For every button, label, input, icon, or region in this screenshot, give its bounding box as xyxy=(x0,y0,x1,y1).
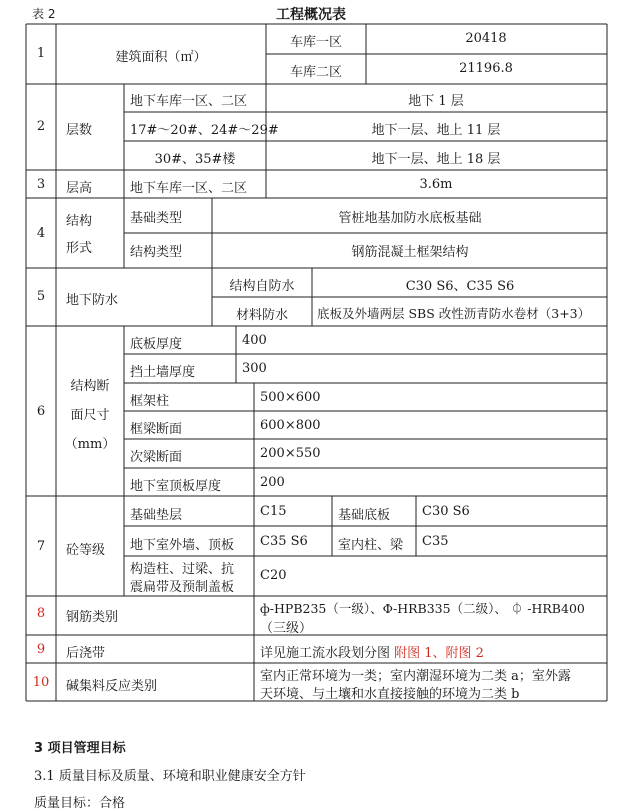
quality-goal: 质量目标：合格 xyxy=(34,796,126,811)
cell-name: 结构类型 xyxy=(130,245,183,260)
cell-name: 地下室顶板厚度 xyxy=(130,479,222,494)
cell-value: 管桩地基加防水底板基础 xyxy=(338,211,482,226)
row-number: 6 xyxy=(36,404,46,419)
row-number: 3 xyxy=(36,177,46,192)
row-label: 碱集料反应类别 xyxy=(66,679,158,694)
cell-name: 基础垫层 xyxy=(130,508,183,523)
cell-value: C15 xyxy=(260,504,287,519)
row-number: 8 xyxy=(36,606,46,621)
cell-value: 地下一层、地上 11 层 xyxy=(371,123,501,138)
cell-value: C20 xyxy=(260,568,287,583)
cell-value: 室内正常环境为一类；室内潮湿环境为二类 a；室外露 xyxy=(260,669,571,684)
row-number: 10 xyxy=(32,675,50,690)
row-number: 1 xyxy=(36,46,46,61)
cell-value: （三级） xyxy=(260,621,313,636)
cell-value: C35 S6 xyxy=(260,534,308,549)
row-label: 建筑面积（㎡） xyxy=(115,50,207,65)
section-subheading: 3.1 质量目标及质量、环境和职业健康安全方针 xyxy=(34,769,306,784)
cell-value: C30 S6 xyxy=(422,504,470,519)
cell-value-text: 详见施工流水段划分图 xyxy=(260,646,395,661)
table-label: 表 2 xyxy=(32,7,56,21)
row-label: 结构断 xyxy=(70,379,110,394)
cell-value: 地下 1 层 xyxy=(408,94,464,109)
cell-name: 室内柱、梁 xyxy=(338,538,404,553)
row-label: 钢筋类别 xyxy=(66,610,119,625)
cell-value xyxy=(260,642,484,661)
cell-value: 400 xyxy=(242,333,267,348)
cell-name: 基础类型 xyxy=(130,211,183,226)
row-label: 层高 xyxy=(66,181,93,196)
row-label: 面尺寸 xyxy=(70,408,110,423)
row-label: 形式 xyxy=(66,241,93,256)
figure-link[interactable]: 附图 1、附图 2 xyxy=(394,646,484,661)
row-number: 9 xyxy=(36,642,46,657)
cell-value: 地下一层、地上 18 层 xyxy=(371,152,501,167)
cell-value: 200 xyxy=(260,475,285,490)
cell-name: 震扁带及预制盖板 xyxy=(130,580,235,595)
row-label: 地下防水 xyxy=(66,293,119,308)
row-number: 5 xyxy=(36,289,46,304)
cell-value: 天环境、与土壤和水直接接触的环境为二类 b xyxy=(260,687,520,702)
cell-name: 地下车库一区、二区 xyxy=(130,94,248,109)
cell-value: 3.6m xyxy=(419,177,453,192)
cell-name: 17#～20#、24#～29# xyxy=(130,123,279,138)
cell-value: 钢筋混凝土框架结构 xyxy=(351,245,469,260)
section-heading: 3 项目管理目标 xyxy=(34,741,126,756)
cell-value: C35 xyxy=(422,534,449,549)
table-title: 工程概况表 xyxy=(276,7,346,23)
row-label: 后浇带 xyxy=(66,646,106,661)
cell-name: 基础底板 xyxy=(338,508,391,523)
cell-value: 20418 xyxy=(465,31,507,46)
cell-value: C30 S6、C35 S6 xyxy=(405,279,515,294)
cell-name: 框梁断面 xyxy=(130,422,183,437)
row-number: 4 xyxy=(36,226,46,241)
row-label: 层数 xyxy=(66,123,93,138)
cell-name: 次梁断面 xyxy=(130,450,183,465)
cell-name: 地下车库一区、二区 xyxy=(130,181,248,196)
cell-value: 600×800 xyxy=(260,418,321,433)
cell-name: 车库一区 xyxy=(289,35,343,50)
cell-value: 200×550 xyxy=(260,446,321,461)
row-number: 2 xyxy=(36,119,46,134)
cell-name: 地下室外墙、顶板 xyxy=(130,538,235,553)
cell-name: 框架柱 xyxy=(130,394,170,409)
cell-value: 21196.8 xyxy=(459,61,513,76)
cell-value: 300 xyxy=(242,361,267,376)
cell-value: 500×600 xyxy=(260,390,321,405)
cell-value: ф-HPB235（一级）、Ф-HRB335（二级）、 ⏀ -HRB400 xyxy=(260,601,585,616)
cell-name: 结构自防水 xyxy=(229,279,295,294)
cell-name: 30#、35#楼 xyxy=(154,152,236,167)
cell-name: 底板厚度 xyxy=(130,337,183,352)
cell-name: 车库二区 xyxy=(289,65,343,80)
row-number: 7 xyxy=(36,539,46,554)
cell-name: 材料防水 xyxy=(235,308,289,323)
cell-value: 底板及外墙两层 SBS 改性沥青防水卷材（3+3） xyxy=(317,306,591,321)
row-label: 结构 xyxy=(66,214,93,229)
cell-name: 构造柱、过梁、抗 xyxy=(130,562,235,577)
row-label: （mm） xyxy=(64,437,116,452)
cell-name: 挡土墙厚度 xyxy=(130,365,196,380)
row-label: 砼等级 xyxy=(66,543,106,558)
